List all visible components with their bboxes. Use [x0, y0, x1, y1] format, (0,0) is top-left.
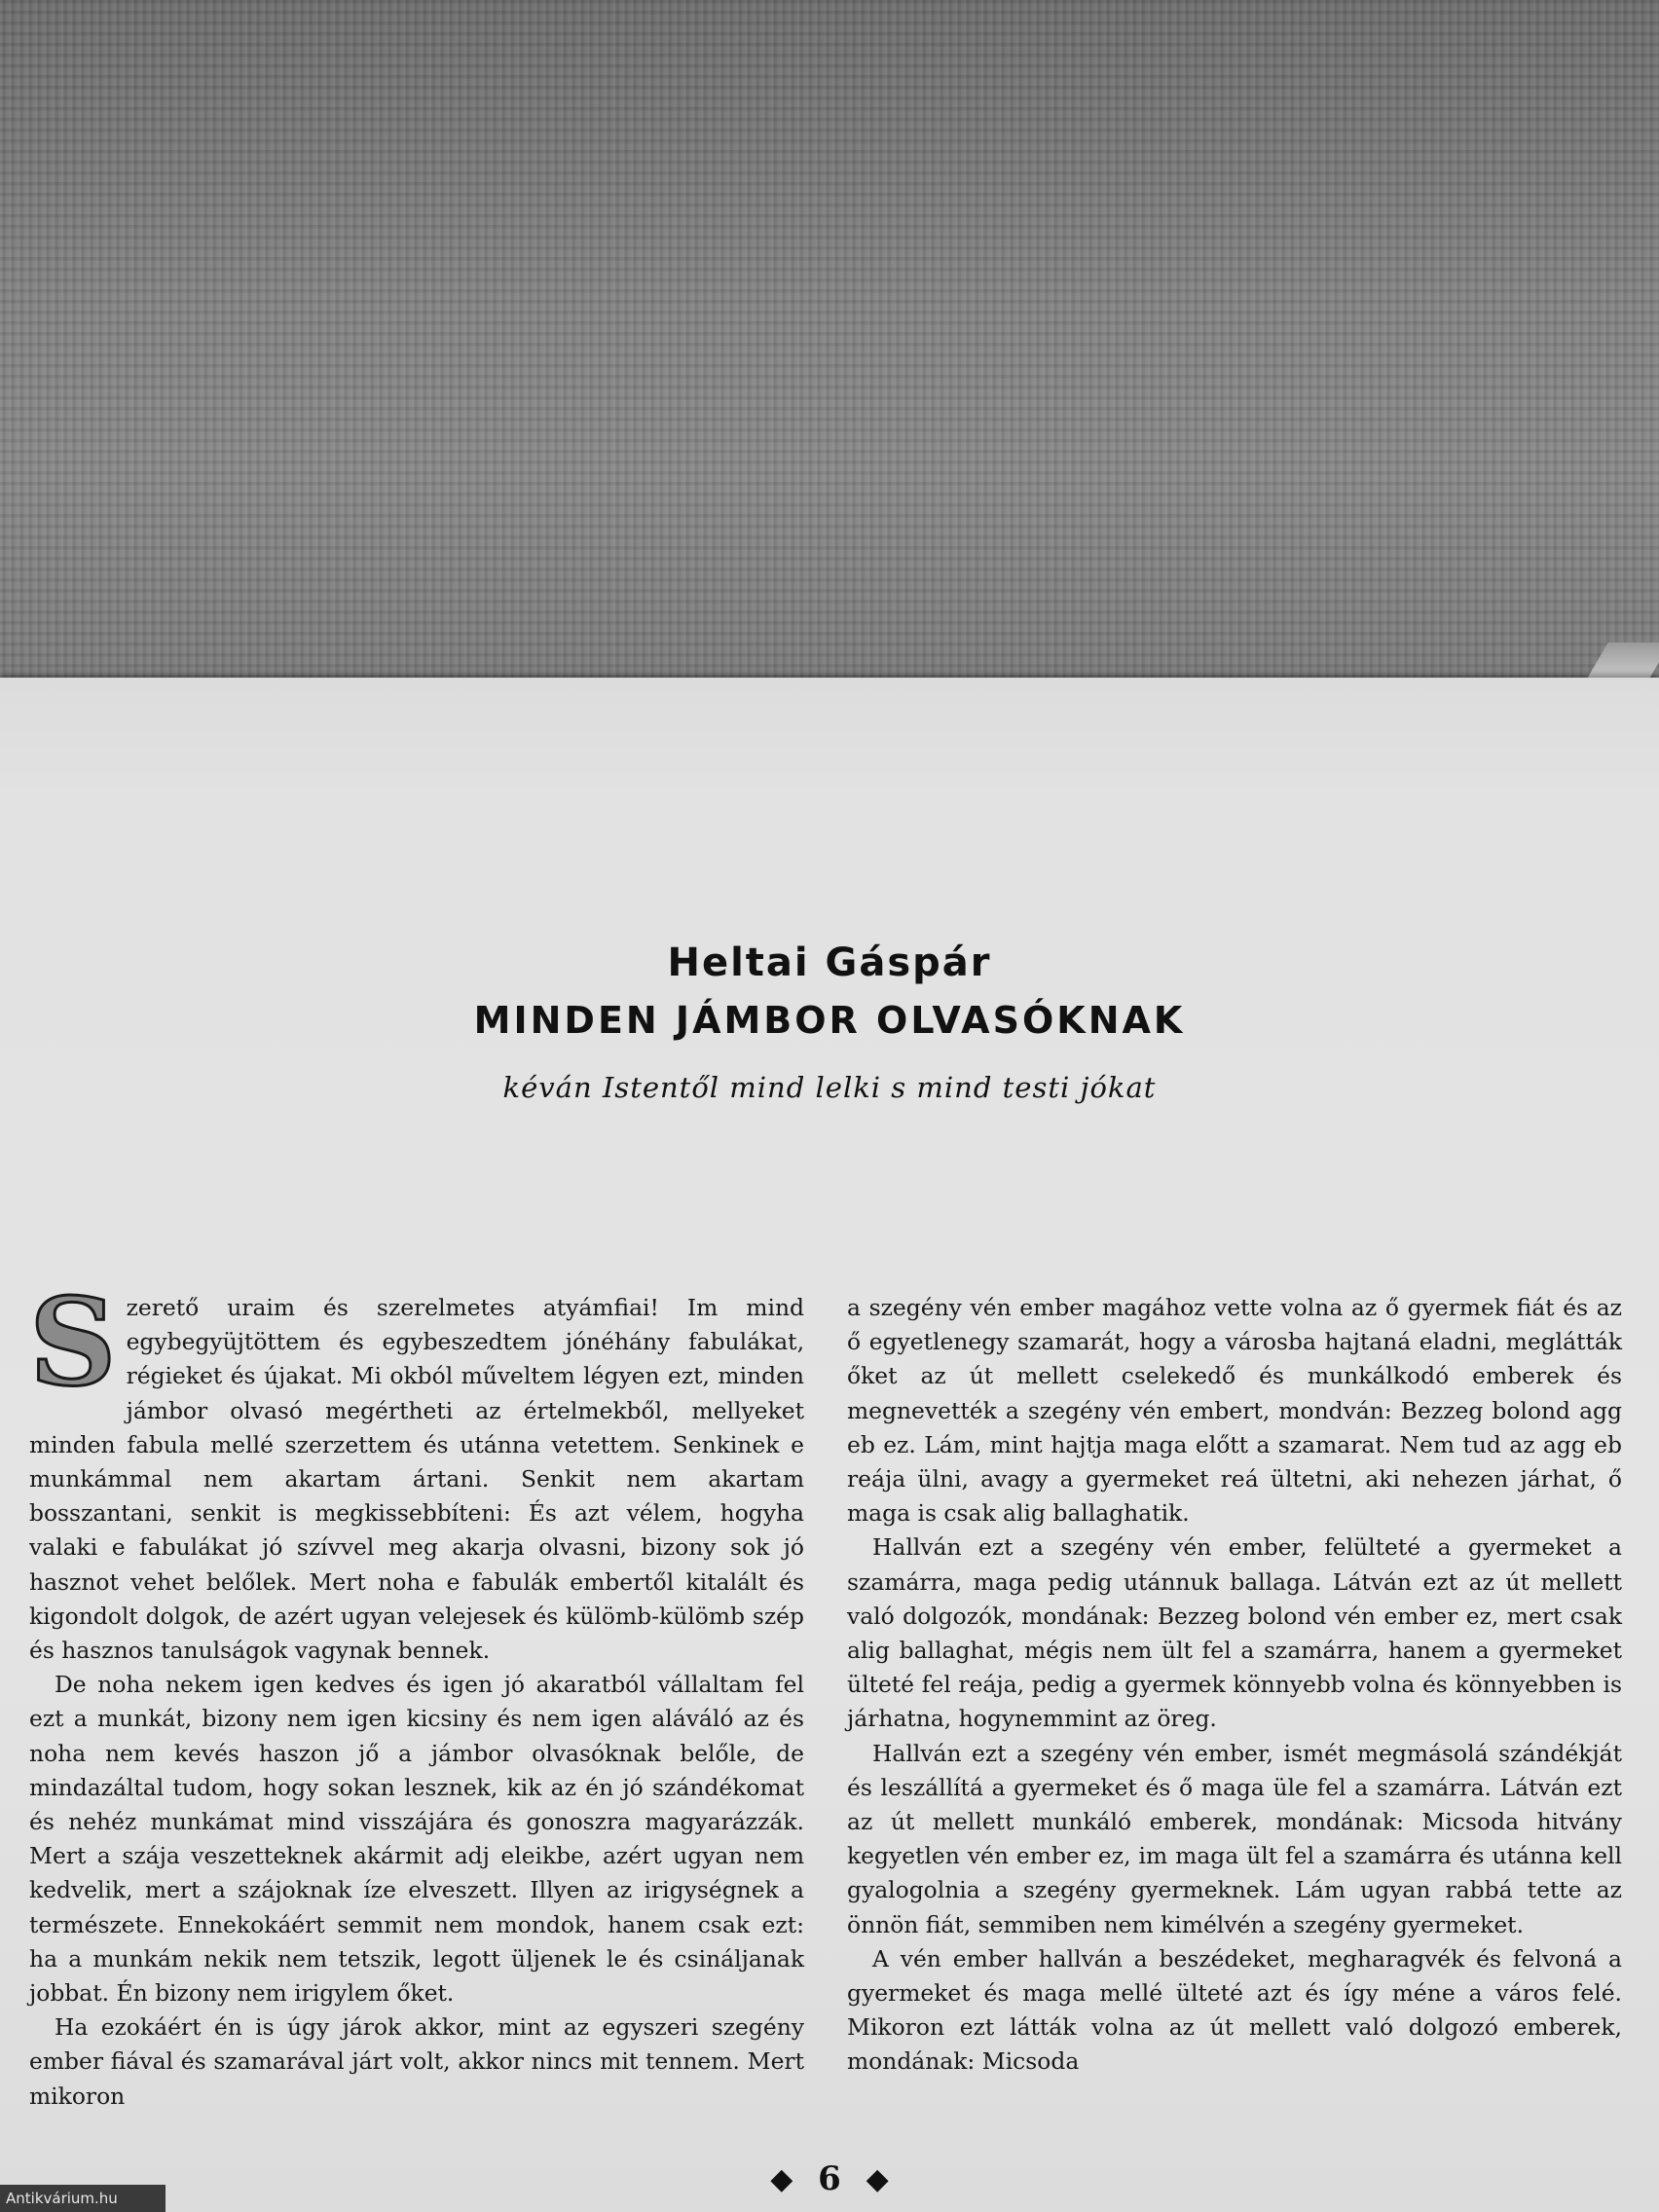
paragraph: A vén ember hallván a beszédeket, megharagvék és felvoná a gyermeket és maga mellé ülteté azt és így méne a város felé. Mikoron ezt látták volna az út mellett való dolgozó emberek, mondának: Micsoda: [847, 1944, 1622, 2076]
author-name: Heltai Gáspár: [667, 940, 992, 985]
paragraph: a szegény vén ember magához vette volna az ő gyermek fiát és az ő egyetlenegy szamarát, hogy a városba hajtaná eladni, meglátták őket az út mellett cselekedő és munkálkodó emberek és megnevették a szegény vén embert, mondván: Bezzeg bolond agg eb ez. Lám, mint hajtja maga előtt a szamarat. Nem tud az agg eb reája ülni, avagy a gyermeket reá ültetni, aki nehezen járhat, ő maga is csak alig ballaghatik.: [847, 1294, 1622, 1528]
wooden-surface-background: [0, 0, 1659, 682]
watermark-label: Antikvárium.hu: [0, 2185, 166, 2212]
book-page: [0, 678, 1659, 2212]
text-column-right: [847, 1291, 1622, 2080]
drop-cap-initial: S: [29, 1272, 117, 1414]
paragraph-text: zerető uraim és szerelmetes atyámfiai! Im mind egybegyüjtöttem és egybeszedtem jónéhány fabulákat, régieket és újakat. Mi okból műveltem légyen ezt, minden jámbor olvasó megértheti az értelmekből, mellyeket minden fabula mellé szerzettem és utánna vetettem. Senkinek e munkámmal nem akartam ártani. Senkit nem akartam bosszantani, senkit is megkissebbíteni: És azt vélem, hogyha valaki e fabulákat jó szívvel meg akarja olvasni, bizony sok jó hasznot vehet belőlek. Mert noha e fabulák embertől kitalált és kigondolt dolgok, de azért ugyan velejesek és külömb-külömb szép és hasznos tanulságok vagynak bennek.: [29, 1294, 804, 1665]
paragraph: [29, 1272, 804, 1668]
page-title: MINDEN JÁMBOR OLVASÓKNAK: [473, 999, 1186, 1042]
text-column-left: [29, 1272, 804, 2114]
paragraph: Hallván ezt a szegény vén ember, ismét megmásolá szándékját és leszállítá a gyermeket és ő maga üle fel a szamárra. Látván ezt az út mellett munkáló emberek, mondának: Micsoda hitvány kegyetlen vén ember ez, im maga ült fel a szamárra és utánna kell gyalogolnia a szegény gyermeknek. Lám ugyan rabbá tette az önnön fiát, semmiben nem kimélvén a szegény gyermeket.: [847, 1739, 1622, 1938]
page-number: 6: [818, 2159, 841, 2198]
paragraph: Ha ezokáért én is úgy járok akkor, mint az egyszeri szegény ember fiával és szamarával járt volt, akkor nincs mit tennem. Mert mikoron: [29, 2013, 804, 2110]
paragraph: Hallván ezt a szegény vén ember, felülteté a gyermeket a szamárra, maga pedig utánnuk ballaga. Látván ezt az út mellett való dolgozók, mondának: Bezzeg bolond vén ember ez, mert csak alig ballaghat, mégis nem ült fel a szamárra, hanem a gyermeket ülteté fel reája, pedig a gyermek könnyebb volna és könnyebben is járhatna, hogynemmint az öreg.: [847, 1533, 1622, 1733]
paragraph: De noha nekem igen kedves és igen jó akaratból vállaltam fel ezt a munkát, bizony nem igen kicsiny és nem igen aláváló az és noha nem kevés haszon jő a jámbor olvasóknak belőle, de mindazáltal tudom, hogy sokan lesznek, kik az én jó szándékomat és nehéz munkámat mind visszájára és gonoszra magyarázzák. Mert a szája veszetteknek akármit adj eleikbe, azért ugyan nem kedvelik, mert a szájoknak íze elveszett. Illyen az irigységnek a természete. Ennekokáért semmit nem mondok, hanem csak ezt: ha a munkám nekik nem tetszik, legott üljenek le és csináljanak jobbat. Én bizony nem irigylem őket.: [29, 1671, 804, 2008]
diamond-ornament-icon: ◆: [770, 2161, 793, 2196]
page-number-footer: [0, 2157, 1659, 2198]
diamond-ornament-icon: ◆: [866, 2161, 889, 2196]
page-subtitle: kéván Istentől mind lelki s mind testi jókat: [502, 1071, 1157, 1104]
